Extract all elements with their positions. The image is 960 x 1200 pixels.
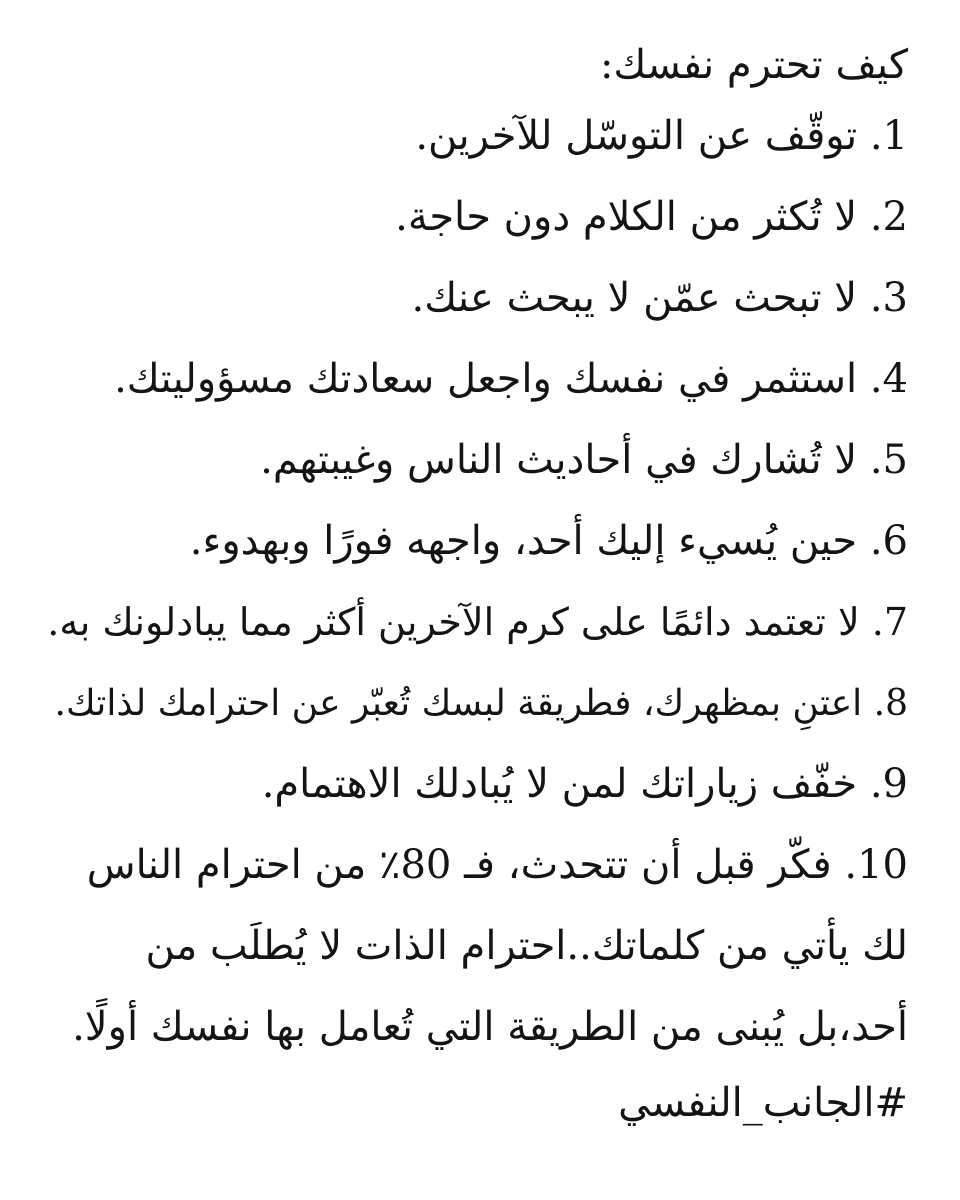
item-number: 3. <box>869 275 908 321</box>
item-text: حين يُسيء إليك أحد، واجهه فورًا وبهدوء. <box>189 518 858 564</box>
page-title: كيف تحترم نفسك: <box>599 42 908 88</box>
item-text: لا تُكثر من الكلام دون حاجة. <box>395 194 858 240</box>
list-item-9 <box>40 744 908 825</box>
list-item-5 <box>40 420 908 501</box>
list-item-8 <box>40 663 908 744</box>
hashtag: #الجانب_النفسي <box>618 1080 908 1126</box>
item-number: 1. <box>869 113 908 159</box>
list-item-4 <box>40 339 908 420</box>
item-text: لا تُشارك في أحاديث الناس وغيبتهم. <box>260 437 858 483</box>
item-text: استثمر في نفسك واجعل سعادتك مسؤوليتك. <box>114 356 858 402</box>
item-number: 2. <box>869 194 908 240</box>
item-number: 8. <box>873 683 908 724</box>
list-item-2 <box>40 177 908 258</box>
item-text: لا تعتمد دائمًا على كرم الآخرين أكثر مما يبادلونك به. <box>47 600 860 644</box>
item-number: 4. <box>869 356 908 402</box>
item-text: لا تبحث عمّن لا يبحث عنك. <box>411 275 858 321</box>
list-item-7 <box>40 582 908 663</box>
item-number: 10. <box>844 842 908 888</box>
item-number: 9. <box>869 761 908 807</box>
item-text: فكّر قبل أن تتحدث، فـ 80٪ من احترام الناس لك يأتي من كلماتك..احترام الذات لا يُطلَب من أحد،بل يُبنى من الطريقة التي تُعامل بها نفسك أولًا. <box>72 842 908 1050</box>
item-text: خفّف زياراتك لمن لا يُبادلك الاهتمام. <box>261 761 858 807</box>
list-item-3 <box>40 258 908 339</box>
item-text: اعتنِ بمظهرك، فطريقة لبسك تُعبّر عن احترامك لذاتك. <box>54 683 863 724</box>
list-item-10 <box>40 825 908 1068</box>
list-item-1 <box>40 96 908 177</box>
item-number: 7. <box>871 600 908 644</box>
item-number: 5. <box>869 437 908 483</box>
list-item-6 <box>40 501 908 582</box>
item-text: توقّف عن التوسّل للآخرين. <box>415 113 858 159</box>
item-number: 6. <box>869 518 908 564</box>
tips-list <box>40 96 908 1068</box>
